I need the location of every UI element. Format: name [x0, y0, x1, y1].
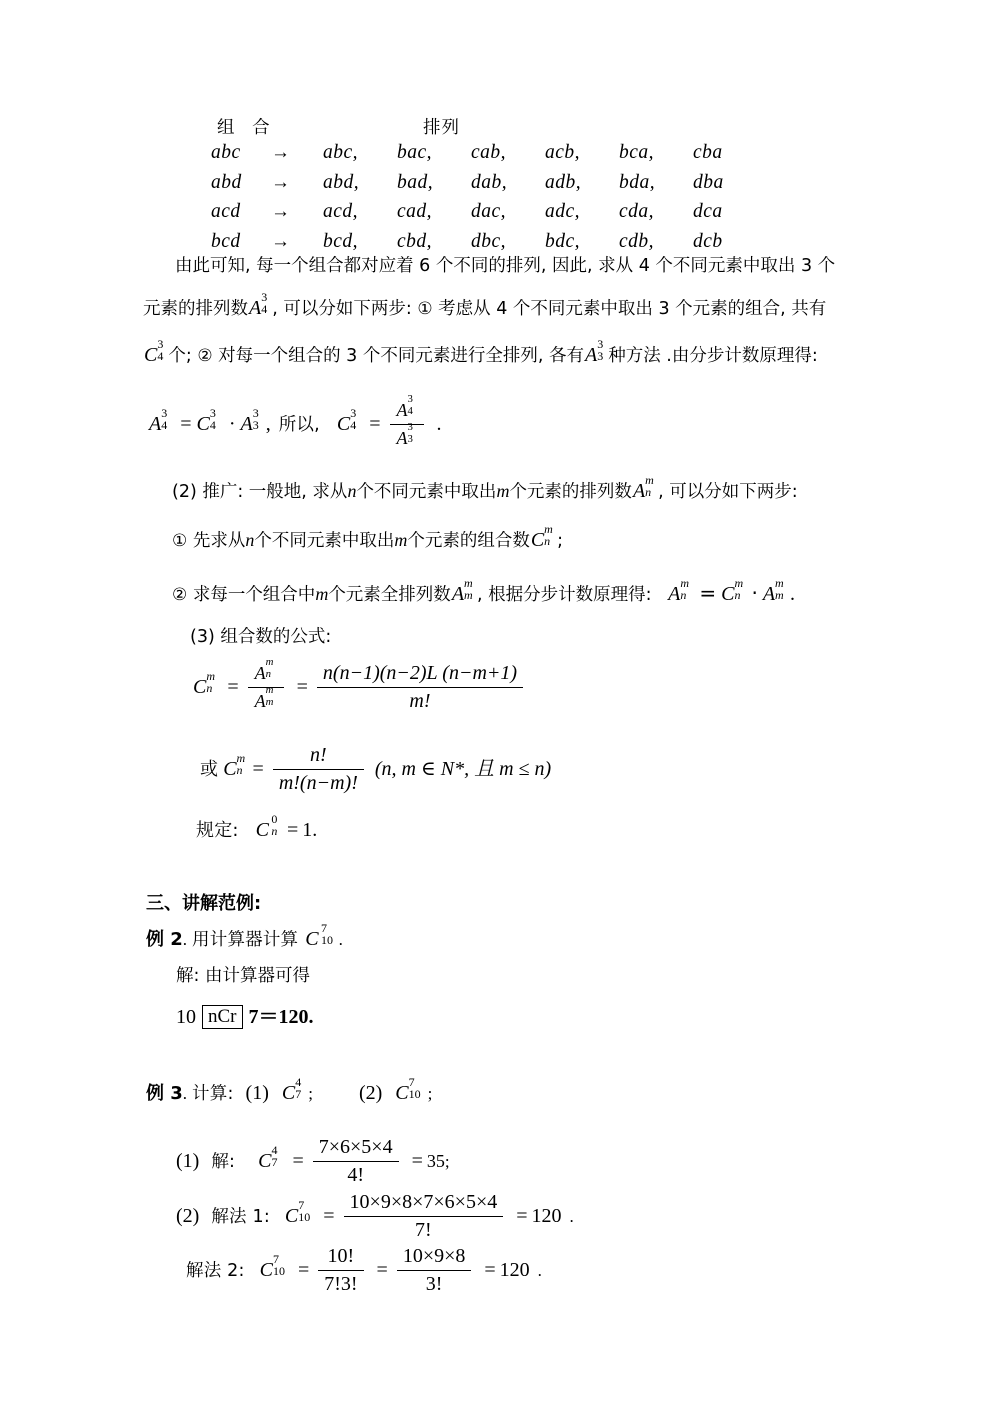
math-symbol-C-4-3: C 3 4 [144, 336, 164, 366]
fraction-numerator [390, 393, 424, 425]
section2-step1-text: 个不同元素中取出 [254, 531, 395, 551]
section2-step2-text: 个元素全排列数 [328, 585, 451, 605]
period: . [312, 819, 318, 841]
solution-1-result: 35 [426, 1151, 445, 1172]
paragraph-line-2 [143, 289, 827, 319]
math-symbol-C-7-4: C 4 7 [258, 1142, 278, 1173]
equals-sign: = [227, 676, 239, 699]
fraction-denominator: 4! [347, 1164, 364, 1186]
solution-2-number: (2) [176, 1205, 200, 1228]
fraction-10fact-over-7fact3fact [318, 1245, 363, 1296]
comma: , [265, 413, 271, 436]
solution-2a-result: 120 [531, 1205, 562, 1228]
math-symbol-A-4-3: A 3 4 [396, 393, 413, 420]
math-symbol-A-4-3: A 3 4 [249, 289, 268, 319]
perm-item: bda, [619, 171, 656, 193]
calc-operand-right-and-result: 7＝120. [248, 1006, 314, 1028]
perm-item: acd, [323, 201, 359, 222]
math-symbol-A-n-m: A m n [632, 472, 654, 502]
example-3-statement [146, 1074, 433, 1105]
perm-item: bdc, [545, 230, 581, 252]
math-symbol-A-n-m: A m n [254, 656, 274, 683]
math-symbol-C-10-7: C 7 10 [284, 1197, 311, 1228]
listing-row [205, 172, 845, 202]
paragraph-text: 考虑从 4 个不同元素中取出 3 个元素的组合, 共有 [432, 299, 827, 319]
perm-item: bac, [397, 142, 433, 163]
fraction-numerator: 10×9×8×7×6×5×4 [344, 1191, 504, 1217]
circled-number-1: ① [172, 531, 188, 551]
variable-n: n [245, 530, 255, 550]
equation-combination-formula-3 [196, 811, 318, 842]
example-3-solution-2a [176, 1192, 574, 1243]
fraction-numerator: n(n−1)(n−2)L (n−m+1) [317, 662, 523, 688]
perm-item: abc, [323, 142, 359, 163]
example-2-label: 例 2 [146, 929, 183, 950]
listing-permutations [323, 172, 843, 194]
listing-header-row [205, 114, 845, 142]
variable-m: m [315, 584, 329, 604]
equals-sign: = [484, 1259, 496, 1282]
listing-permutations [323, 231, 843, 253]
fraction-numerator: 7×6×5×4 [313, 1136, 399, 1162]
listing-header-combination: 组 合 [217, 118, 276, 138]
equation-combination-formula-2 [200, 745, 551, 796]
equals-sign: = [297, 1259, 310, 1282]
paragraph-text: 种方法 .由分步计数原理得: [608, 346, 818, 366]
math-symbol-A-3-3: A 3 3 [585, 336, 604, 366]
fraction-7654-over-4fact [313, 1136, 399, 1187]
fraction-A43-over-A33 [390, 393, 424, 450]
listing-permutations [323, 142, 843, 164]
perm-item: abd, [323, 171, 360, 193]
example-3-dot: . [182, 1084, 188, 1103]
math-symbol-C-4-3: C 3 4 [336, 405, 357, 436]
equals-sign: = [323, 1205, 335, 1228]
paragraph-text: 由此可知, 每一个组合都对应着 6 个不同的排列, 因此, 求从 4 个不同元素中取出 3 个 [175, 256, 836, 276]
paragraph-text: , 可以分如下两步: [272, 299, 418, 319]
variable-n: n [347, 481, 357, 501]
listing-source: abd [211, 171, 242, 193]
paragraph-line-3 [143, 336, 818, 366]
fraction-numerator: n! [273, 744, 364, 770]
math-symbol-C-10-7: C 7 10 [395, 1074, 421, 1104]
math-symbol-A-4-3: A 3 4 [149, 405, 168, 436]
fraction-denominator: 3! [425, 1273, 443, 1295]
ncr-key-button[interactable]: nCr [202, 1005, 243, 1029]
math-symbol-C-n-m: C m n [193, 668, 216, 699]
example-2-statement [146, 920, 343, 951]
section2-step-2 [172, 575, 796, 605]
fraction-denominator: m! [409, 690, 431, 712]
perm-item: dca [693, 201, 723, 222]
perm-item: cba [693, 142, 723, 163]
example-2-dot: . [182, 930, 188, 949]
circled-number-2: ② [197, 346, 213, 366]
example-2-text: 用计算器计算 [192, 930, 299, 950]
arrow-icon: → [271, 171, 290, 193]
paragraph-text: 对每一个组合的 3 个不同元素进行全排列, 各有 [212, 346, 585, 366]
variable-m: m [394, 530, 408, 550]
perm-item: cad, [397, 201, 433, 222]
example-2-solution-text: 解: 由计算器可得 [176, 966, 310, 986]
solution-2b-result: 120 [499, 1259, 530, 1282]
listing-row [205, 201, 845, 231]
equals-sign: = [252, 758, 264, 781]
example-3-item-1-number: (1) [245, 1082, 269, 1104]
fraction-Anm-over-Amm [248, 656, 284, 713]
math-symbol-C-10-7: C 7 10 [305, 920, 333, 950]
perm-item: adb, [545, 171, 582, 193]
section2-step1-text: 先求从 [187, 531, 246, 551]
math-symbol-C-n-0: C 0 n [255, 811, 278, 841]
example-3-solution-2b [186, 1246, 542, 1297]
example-3-label: 例 3 [146, 1083, 183, 1104]
listing-header-permutation: 排列 [423, 118, 460, 138]
fraction-denominator: 7! [415, 1219, 432, 1241]
math-symbol-A-m-m: A m m [451, 575, 473, 605]
arrow-icon: → [271, 230, 290, 252]
paragraph-text: 个; [168, 346, 198, 366]
math-symbol-A-3-3: A 3 3 [396, 421, 413, 448]
arrow-icon: → [271, 201, 290, 222]
fraction-denominator: m!(n−m)! [278, 772, 358, 794]
math-symbol-C-4-3: C 3 4 [196, 405, 216, 436]
section2-intro-text: 个不同元素中取出 [356, 482, 497, 502]
solution-2a-label: 解法 1: [211, 1207, 270, 1228]
fraction-product-over-7fact [344, 1191, 504, 1242]
example-3-solution-1 [176, 1137, 450, 1188]
semicolon: ; [308, 1084, 313, 1103]
example-3-item-2-number: (2) [358, 1082, 383, 1104]
section2-intro [172, 472, 798, 502]
arrow-icon: → [271, 142, 290, 163]
suoyi-label: 所以, [278, 415, 320, 436]
math-symbol-A-m-m: A m m [762, 575, 784, 605]
listing-source: acd [211, 201, 241, 222]
section2-intro-text: 个元素的排列数 [509, 482, 632, 502]
perm-item: cbd, [397, 230, 433, 252]
perm-item: dba [693, 171, 724, 193]
semicolon: ; [427, 1084, 433, 1103]
math-symbol-A-n-m: A m n [668, 575, 690, 605]
variable-m: m [496, 481, 510, 501]
calc-operand-left: 10 [176, 1006, 196, 1028]
solution-2b-label: 解法 2: [186, 1261, 245, 1282]
equals-sign: = [411, 1150, 423, 1173]
equals-sign: = [699, 581, 717, 605]
fraction-product-over-mfact [317, 662, 523, 713]
examples-heading: 三、讲解范例: [146, 893, 262, 914]
example-2-calculator-sequence [176, 1000, 314, 1029]
circled-number-2: ② [172, 585, 188, 605]
section2-step2-text: , 根据分步计数原理得: [477, 585, 658, 605]
fraction-denominator: 7!3! [324, 1273, 358, 1295]
math-symbol-C-n-m: C m n [223, 750, 246, 781]
math-symbol-C-n-m: C m n [530, 521, 553, 551]
perm-item: cda, [619, 201, 655, 222]
listing-row [205, 142, 845, 172]
perm-item: bcd, [323, 230, 359, 252]
fraction-1098-over-3fact [397, 1245, 472, 1296]
equals-sign: = [296, 676, 308, 699]
section2-step-1 [172, 521, 564, 551]
period: . [537, 1261, 542, 1281]
equals-sign: = [516, 1205, 528, 1228]
math-symbol-A-m-m: A m m [254, 684, 274, 711]
listing-source: abc [211, 142, 241, 163]
dot-operator: · [228, 413, 236, 436]
dot-operator: · [751, 581, 758, 605]
equals-sign: = [292, 1150, 304, 1173]
perm-item: dac, [471, 201, 507, 222]
perm-item: adc, [545, 201, 581, 222]
equals-sign: = [180, 413, 192, 436]
fraction-numerator: 10! [318, 1245, 363, 1271]
solution-1-label: 解: [211, 1152, 236, 1173]
formula-condition: (n, m ∈ N*, 且 m ≤ n) [374, 758, 552, 781]
equals-sign: = [376, 1259, 388, 1282]
math-symbol-A-3-3: A 3 3 [240, 405, 259, 436]
example-2-solution-label [176, 968, 310, 986]
circled-number-1: ① [417, 299, 433, 319]
combination-permutation-listing [205, 114, 845, 260]
perm-item: bca, [619, 142, 655, 163]
period: . [338, 930, 343, 949]
section3-title-text: (3) 组合数的公式: [190, 627, 332, 647]
example-3-text: 计算: [192, 1084, 234, 1104]
paragraph-text: 元素的排列数 [143, 299, 248, 319]
listing-permutations [323, 201, 843, 223]
section2-step1-text: 个元素的组合数 [407, 531, 530, 551]
equation-A43-C43-A33 [148, 393, 442, 451]
perm-item: bad, [397, 171, 434, 193]
section2-intro-text: (2) 推广: 一般地, 求从 [172, 482, 348, 502]
section2-intro-text: , 可以分如下两步: [658, 482, 798, 502]
formula-value: 1 [302, 819, 313, 841]
fraction-nfact-over-mfact-nmfact [273, 744, 364, 795]
solution-1-number: (1) [176, 1150, 200, 1173]
equals-sign: = [286, 819, 299, 841]
guiding-label: 规定: [196, 820, 245, 841]
section3-title [190, 629, 331, 647]
perm-item: dbc, [471, 230, 507, 252]
period: . [436, 413, 442, 436]
math-symbol-C-n-m: C m n [721, 575, 744, 605]
period: . [790, 583, 796, 605]
section2-step1-text: ; [557, 531, 564, 551]
huo-label: 或 [200, 759, 219, 781]
perm-item: dab, [471, 171, 508, 193]
math-symbol-C-7-4: C 4 7 [281, 1074, 302, 1104]
section2-step2-text: 求每一个组合中 [187, 585, 316, 605]
perm-item: cab, [471, 142, 507, 163]
fraction-numerator: 10×9×8 [397, 1245, 472, 1271]
equals-sign: = [369, 413, 381, 436]
equation-combination-formula-1 [192, 656, 528, 714]
perm-item: dcb [693, 230, 723, 252]
math-symbol-C-10-7: C 7 10 [259, 1251, 285, 1282]
listing-source: bcd [211, 230, 241, 252]
fraction-denominator [248, 684, 284, 713]
fraction-denominator [390, 421, 424, 450]
perm-item: cdb, [619, 230, 655, 252]
semicolon: ; [444, 1152, 450, 1172]
period: . [569, 1207, 574, 1227]
perm-item: acb, [545, 142, 581, 163]
paragraph-line-1 [175, 258, 835, 276]
